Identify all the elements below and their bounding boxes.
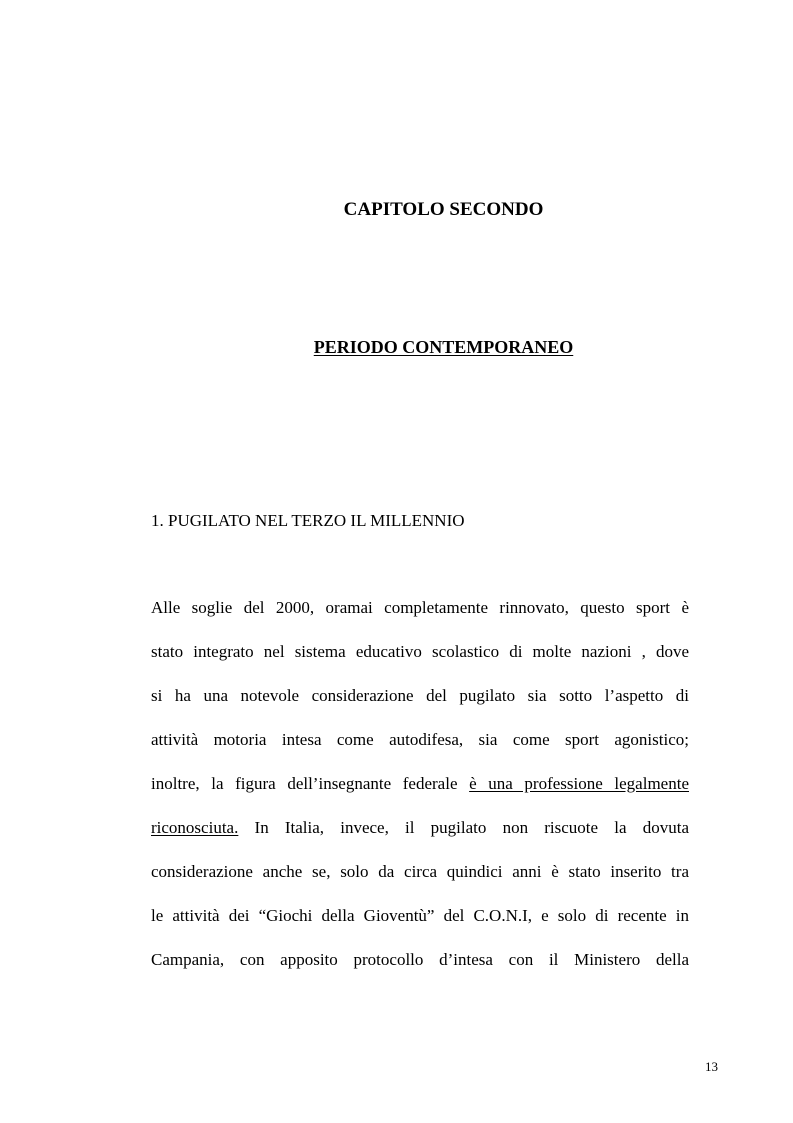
chapter-subtitle [0,335,793,359]
paragraph-line-3: si ha una notevole considerazione del pugilato sia sotto l’aspetto di [151,686,689,705]
paragraph-line-7: considerazione anche se, solo da circa quindici anni è stato inserito tra [151,862,689,881]
paragraph-line-6-text: In Italia, invece, il pugilato non riscuote la dovuta [238,818,689,837]
section-heading: 1. PUGILATO NEL TERZO IL MILLENNIO [151,511,465,530]
body-paragraph [151,596,689,992]
paragraph-line-5 [151,772,689,816]
underlined-phrase-part-1: è una professione legalmente [469,774,689,793]
chapter-title: CAPITOLO SECONDO [343,199,544,220]
underlined-phrase-part-2: riconosciuta. [151,818,239,837]
paragraph-line-4: attività motoria intesa come autodifesa, sia come sport agonistico; [151,730,689,749]
paragraph-line-1: Alle soglie del 2000, oramai completamente rinnovato, questo sport è [151,598,689,617]
chapter-subtitle-text: PERIODO CONTEMPORANEO [313,337,574,357]
paragraph-line-5-text: inoltre, la figura dell’insegnante federale [151,774,470,793]
paragraph-line-9: Campania, con apposito protocollo d’intesa con il Ministero della [151,950,689,969]
paragraph-line-2: stato integrato nel sistema educativo scolastico di molte nazioni , dove [151,642,689,661]
paragraph-line-6 [151,816,689,860]
page-number: 13 [705,1059,718,1074]
paragraph-line-8: le attività dei “Giochi della Gioventù” del C.O.N.I, e solo di recente in [151,906,689,925]
